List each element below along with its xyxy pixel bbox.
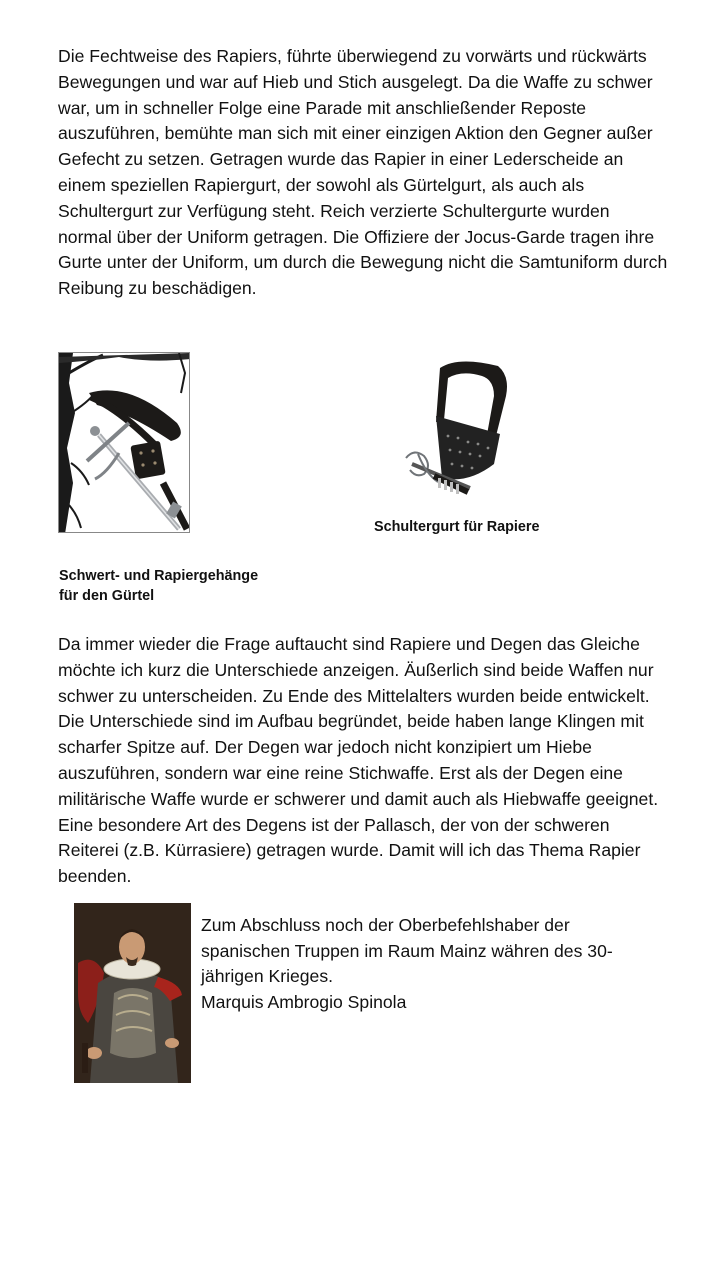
shoulder-baldric-caption: Schultergurt für Rapiere [374,519,540,535]
belt-hanger-caption [59,566,319,606]
belt-hanger-caption-line2: für den Gürtel [59,588,155,604]
closing-note [201,913,661,1015]
intro-paragraph: Die Fechtweise des Rapiers, führte überwiegend zu vorwärts und rückwärts Bewegungen und war auf Hieb und Stich ausgelegt. Da die Waffe zu schwer war, um in schneller Folge eine Parade mit anschließender Reposte auszuführen, bemühte man sich mit einer einzigen Aktion den Gegner außer Gefecht zu setzen. Getragen wurde das Rapier in einer Lederscheide an einem speziellen Rapiergurt, der sowohl als Gürtelgurt, als auch als Schultergurt zur Verfügung steht. Reich verzierte Schultergurte wurden normal über der Uniform getragen. Die Offiziere der Jocus-Garde tragen ihre Gurte unter der Uniform, um durch die Bewegung nicht die Samtuniform durch Reibung zu beschädigen. [58,46,668,299]
belt-hanger-caption-line1: Schwert- und Rapiergehänge [59,568,259,584]
closing-line-2: spanischen Truppen im Raum Mainz währen des 30- [201,940,613,961]
closing-line-3: jährigen Krieges. [201,966,334,987]
closing-line-1: Zum Abschluss noch der Oberbefehlshaber der [201,915,570,935]
closing-line-4: Marquis Ambrogio Spinola [201,991,407,1012]
comparison-paragraph: Da immer wieder die Frage auftaucht sind Rapiere und Degen das Gleiche möchte ich kurz die Unterschiede anzeigen. Äußerlich sind beide Waffen nur schwer zu unterscheiden. Zu Ende des Mittelalters wurden beide entwickelt. Die Unterschiede sind im Aufbau begründet, beide haben lange Klingen mit scharfer Spitze auf. Der Degen war jedoch nicht konzipiert um Hiebe auszuführen, sondern war eine reine Stichwaffe. Erst als der Degen eine militärische Waffe wurde er schwerer und damit auch als Hiebwaffe geeignet. Eine besondere Art des Degens ist der Pallasch, der von der schweren Reiterei (z.B. Kürrasiere) getragen wurde. Damit will ich das Thema Rapier beenden. [58,634,659,887]
portrait-icon [74,903,191,1083]
shoulder-baldric-image [398,356,516,506]
portrait-image [74,903,191,1083]
belt-hanger-image [58,352,190,533]
